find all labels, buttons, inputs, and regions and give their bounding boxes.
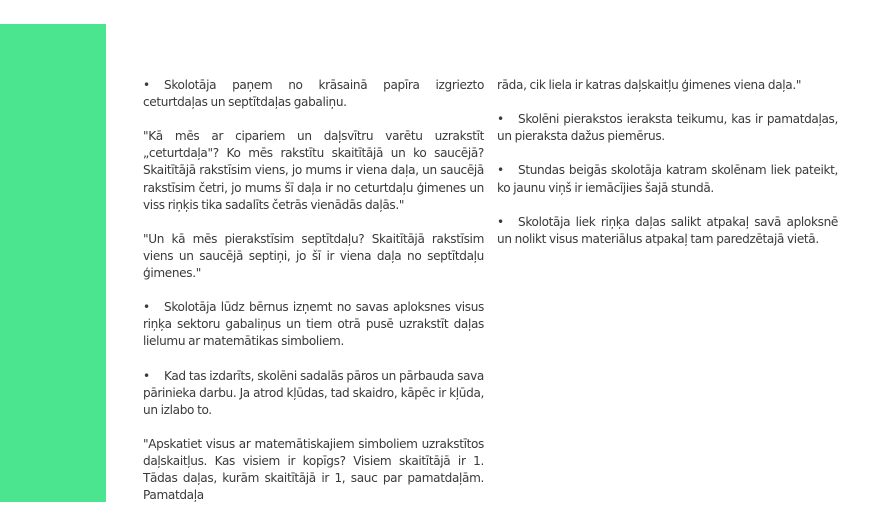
left-text-column [143,77,484,521]
paragraph-text: Skolotāja paņem no krāsainā papīra izgriezto ceturtdaļas un septītdaļas gabaliņu. [143,78,484,110]
bullet-paragraph [497,214,838,248]
bullet-icon [497,111,518,128]
bullet-icon [497,214,518,231]
bullet-paragraph [143,368,484,419]
quote-paragraph [497,77,838,94]
bullet-icon [143,368,164,385]
paragraph-text: "Apskatiet visus ar matemātiskajiem simboliem uzrakstītos daļskaitļus. Kas visiem ir kopīgs? Visiem skaitītājā ir 1. Tādas daļas, kurām skaitītājā ir 1, sauc par pamatdaļām. Pamatdaļa [143,436,484,503]
bullet-icon [143,77,164,94]
bullet-paragraph [497,162,838,196]
paragraph-text: Skolotāja liek riņķa daļas salikt atpakaļ savā aploksnē un nolikt visus materiālus atpakaļ tam paredzētajā vietā. [497,214,838,246]
paragraph-text: rāda, cik liela ir katras daļskaitļu ģimenes viena daļa." [497,78,802,92]
green-accent-bar [0,24,106,502]
paragraph-text: Kad tas izdarīts, skolēni sadalās pāros un pārbauda sava pārinieka darbu. Ja atrod kļūdas, tad skaidro, kāpēc ir kļūda, un izlabo to. [143,368,484,417]
paragraph-text: Skolotāja lūdz bērnus izņemt no savas aploksnes visus riņķa sektoru gabaliņus un tiem otrā pusē uzrakstīt daļas lielumu ar matemātikas simboliem. [143,300,484,349]
bullet-paragraph [143,77,484,111]
paragraph-text: "Kā mēs ar cipariem un daļsvītru varētu uzrakstīt „ceturtdaļa"? Ko mēs rakstītu skaitītājā un ko saucējā? Skaitītājā rakstīsim viens, jo mums ir viena daļa, un saucējā rakstīsim četri, jo mums šī daļa ir no ceturtdaļu ģimenes un viss riņķis tika sadalīts četrās vienādās daļās." [143,129,484,212]
quote-paragraph [143,436,484,504]
paragraph-text: "Un kā mēs pierakstīsim septītdaļu? Skaitītājā rakstīsim viens un saucējā septiņi, jo šī ir viena daļa no septītdaļu ģimenes." [143,231,484,281]
quote-paragraph [143,231,484,282]
right-text-column [497,77,838,265]
bullet-icon [497,162,518,179]
paragraph-text: Skolēni pierakstos ieraksta teikumu, kas ir pamatdaļas, un pieraksta dažus piemērus. [497,112,838,144]
bullet-icon [143,299,164,316]
paragraph-text: Stundas beigās skolotāja katram skolēnam liek pateikt, ko jaunu viņš ir iemācījies šajā stundā. [497,163,838,195]
bullet-paragraph [497,111,838,145]
bullet-paragraph [143,299,484,350]
quote-paragraph [143,128,484,213]
